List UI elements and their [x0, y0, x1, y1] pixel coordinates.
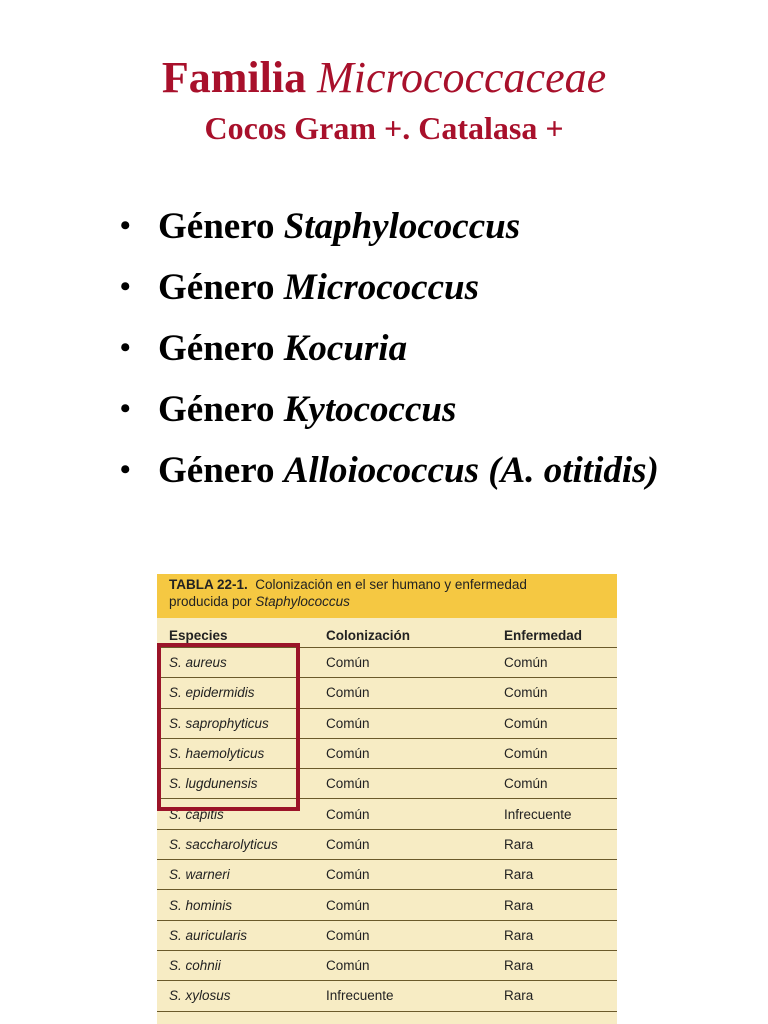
- cell-species: S. cohnii: [169, 958, 221, 974]
- cell-colonization: Común: [326, 776, 370, 792]
- bullet-icon: •: [120, 331, 131, 364]
- cell-species: S. capitis: [169, 806, 224, 822]
- column-header-species: Especies: [169, 628, 228, 643]
- genus-item: [120, 318, 659, 379]
- cell-species: S. aureus: [169, 655, 227, 671]
- genus-item: [120, 379, 659, 440]
- cell-disease: Rara: [504, 988, 534, 1004]
- title-family-name: Micrococcaceae: [317, 53, 607, 102]
- table-row: [157, 830, 617, 860]
- genus-prefix: Género: [158, 206, 284, 247]
- cell-species: S. auricularis: [169, 927, 248, 943]
- cell-colonization: Común: [326, 746, 370, 762]
- bullet-icon: •: [120, 453, 131, 486]
- cell-species: S. lugdunensis: [169, 776, 258, 792]
- cell-disease: Rara: [504, 927, 534, 943]
- cell-colonization: Común: [326, 715, 370, 731]
- table-row: [157, 951, 617, 981]
- bullet-icon: •: [120, 270, 131, 303]
- cell-colonization: Común: [326, 836, 370, 852]
- table-number: TABLA 22-1.: [169, 577, 248, 592]
- table-row: [157, 921, 617, 951]
- cell-species: S. xylosus: [169, 988, 231, 1004]
- cell-colonization: Común: [326, 655, 370, 671]
- caption-line-2: [169, 593, 605, 610]
- caption-text: Colonización en el ser humano y enfermedad: [255, 577, 527, 592]
- cell-colonization: Común: [326, 685, 370, 701]
- cell-disease: Común: [504, 746, 548, 762]
- cell-disease: Común: [504, 655, 548, 671]
- bullet-icon: •: [120, 209, 131, 242]
- highlight-box: [157, 643, 300, 811]
- genus-list: [120, 196, 659, 501]
- caption-text-2: producida por: [169, 594, 256, 609]
- cell-species: S. saccharolyticus: [169, 836, 278, 852]
- slide-subtitle: Cocos Gram +. Catalasa +: [204, 110, 564, 146]
- genus-name: Kytococcus: [283, 389, 457, 430]
- cell-species: S. epidermidis: [169, 685, 255, 701]
- cell-disease: Común: [504, 715, 548, 731]
- bullet-icon: •: [120, 392, 131, 425]
- genus-name: Kocuria: [283, 328, 408, 369]
- cell-disease: Rara: [504, 958, 534, 974]
- genus-name: Micrococcus: [283, 267, 479, 308]
- cell-disease: Común: [504, 776, 548, 792]
- title-prefix: Familia: [161, 53, 318, 102]
- genus-name: Staphylococcus: [283, 206, 521, 247]
- column-header-disease: Enfermedad: [504, 628, 583, 643]
- genus-item: [120, 440, 659, 501]
- genus-item: [120, 196, 659, 257]
- cell-colonization: Común: [326, 958, 370, 974]
- genus-prefix: Género: [158, 267, 284, 308]
- genus-prefix: Género: [158, 450, 284, 491]
- table-caption: [157, 574, 617, 618]
- cell-colonization: Infrecuente: [326, 988, 394, 1004]
- caption-genus: Staphylococcus: [255, 594, 350, 609]
- cell-species: S. saprophyticus: [169, 715, 269, 731]
- table-row: [157, 860, 617, 890]
- cell-disease: Común: [504, 685, 548, 701]
- cell-disease: Rara: [504, 836, 534, 852]
- cell-colonization: Común: [326, 806, 370, 822]
- table-row: [157, 890, 617, 920]
- slide-title: [0, 52, 768, 104]
- cell-species: S. warneri: [169, 867, 230, 883]
- caption-line-1: [169, 576, 605, 593]
- genus-item: [120, 257, 659, 318]
- genus-prefix: Género: [158, 389, 284, 430]
- cell-colonization: Común: [326, 867, 370, 883]
- table-row: [157, 981, 617, 1011]
- cell-colonization: Común: [326, 927, 370, 943]
- genus-name: Alloiococcus (A. otitidis): [283, 450, 659, 491]
- cell-disease: Rara: [504, 867, 534, 883]
- cell-species: S. haemolyticus: [169, 746, 265, 762]
- cell-disease: Infrecuente: [504, 806, 572, 822]
- column-header-colonization: Colonización: [326, 628, 410, 643]
- cell-disease: Rara: [504, 897, 534, 913]
- cell-colonization: Común: [326, 897, 370, 913]
- genus-prefix: Género: [158, 328, 284, 369]
- cell-species: S. hominis: [169, 897, 233, 913]
